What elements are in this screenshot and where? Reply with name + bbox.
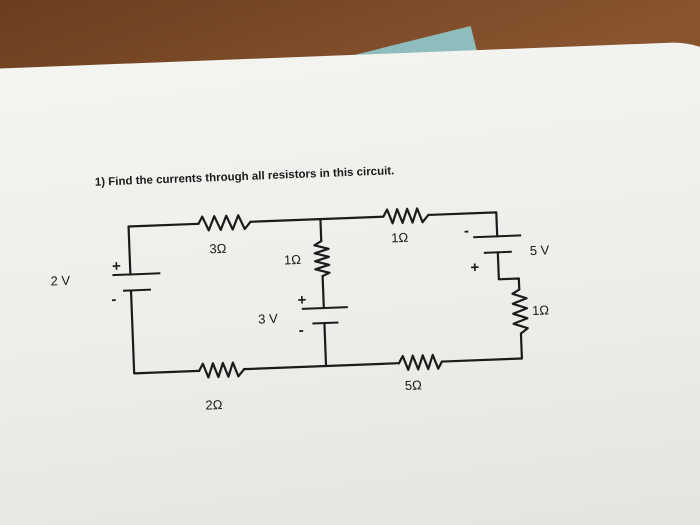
middle-source-plus: + bbox=[297, 291, 307, 310]
resistor-bottom-right bbox=[399, 355, 443, 371]
battery-right bbox=[473, 235, 522, 253]
question-text: 1) Find the currents through all resistors in this circuit. bbox=[94, 165, 395, 189]
left-source-voltage: 2 V bbox=[50, 272, 71, 289]
resistor-top-right bbox=[383, 208, 429, 224]
resistor-top-left-label: 3Ω bbox=[209, 240, 227, 257]
left-source-plus: + bbox=[111, 257, 122, 276]
resistor-middle-vertical bbox=[314, 241, 329, 277]
battery-middle bbox=[302, 307, 349, 324]
resistor-bottom-left bbox=[199, 362, 245, 378]
middle-source-minus: - bbox=[298, 321, 304, 340]
battery-left bbox=[112, 273, 161, 291]
resistor-right-vertical-label: 1Ω bbox=[531, 302, 550, 319]
resistor-bottom-left-label: 2Ω bbox=[205, 397, 223, 413]
resistor-top-left bbox=[198, 215, 250, 231]
left-source-minus: - bbox=[111, 291, 117, 309]
resistor-right-vertical bbox=[512, 289, 528, 334]
middle-source-voltage: 3 V bbox=[257, 310, 278, 327]
resistor-top-right-label: 1Ω bbox=[390, 229, 409, 246]
resistor-middle-vertical-label: 1Ω bbox=[283, 251, 302, 268]
circuit-wiring bbox=[129, 212, 522, 374]
right-source-voltage: 5 V bbox=[529, 242, 550, 259]
right-source-plus: + bbox=[470, 259, 480, 277]
right-source-minus: - bbox=[463, 222, 470, 240]
resistor-bottom-right-label: 5Ω bbox=[404, 377, 423, 393]
